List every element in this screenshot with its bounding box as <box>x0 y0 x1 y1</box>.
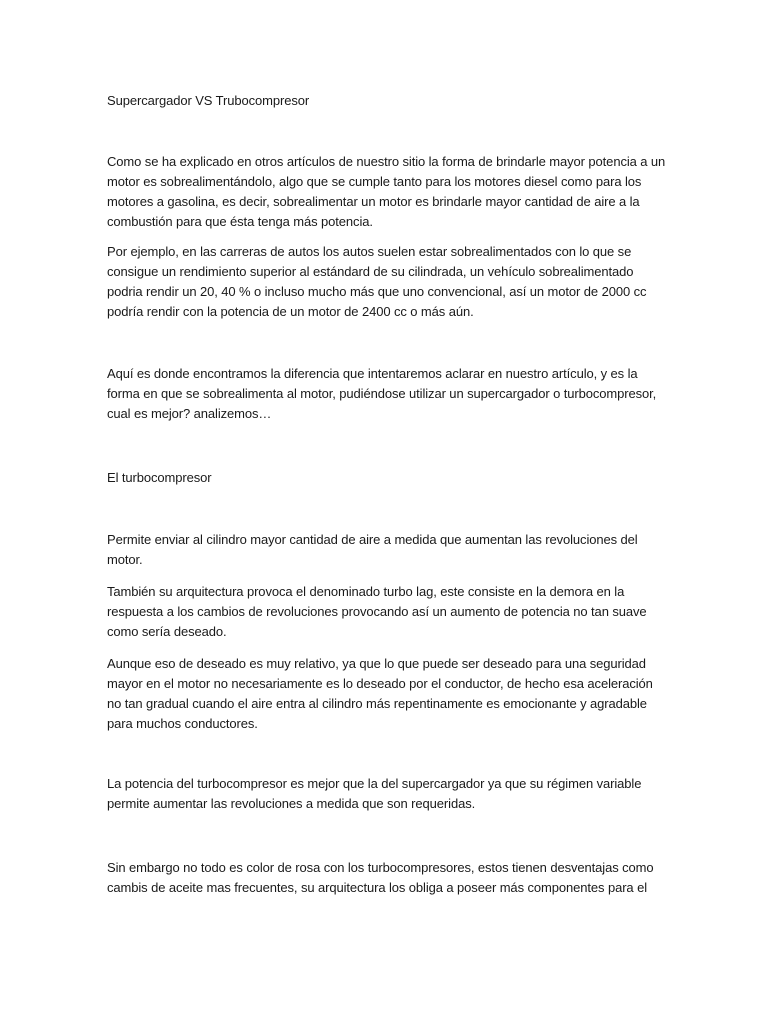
paragraph-intro: Como se ha explicado en otros artículos de nuestro sitio la forma de brindarle mayor potencia a un motor es sobrealimentándolo, algo que se cumple tanto para los motores diesel como para los motores a gasolina, es decir, sobrealimentar un motor es brindarle mayor cantidad de aire a la combustión para que ésta tenga más potencia. <box>107 154 666 229</box>
document-title: Supercargador VS Trubocompresor <box>107 93 310 108</box>
paragraph-difference: Aquí es donde encontramos la diferencia que intentaremos aclarar en nuestro artículo, y es la forma en que se sobrealimenta al motor, pudiéndose utilizar un supercargador o turbocompresor, cual es mejor? analizemos… <box>107 366 657 421</box>
paragraph-turbo-1: Permite enviar al cilindro mayor cantidad de aire a medida que aumentan las revoluciones del motor. <box>107 532 638 567</box>
paragraph-example: Por ejemplo, en las carreras de autos los autos suelen estar sobrealimentados con lo que se consigue un rendimiento superior al estándard de su cilindrada, un vehículo sobrealimentado podria rendir un 20, 40 % o incluso mucho más que uno convencional, así un motor de 2000 cc podría rendir con la potencia de un motor de 2400 cc o más aún. <box>107 244 647 319</box>
paragraph-turbo-4: La potencia del turbocompresor es mejor que la del supercargador ya que su régimen variable permite aumentar las revoluciones a medida que son requeridas. <box>107 776 642 811</box>
paragraph-turbo-2: También su arquitectura provoca el denominado turbo lag, este consiste en la demora en la respuesta a los cambios de revoluciones provocando así un aumento de potencia no tan suave como sería deseado. <box>107 584 647 639</box>
paragraph-turbo-5: Sin embargo no todo es color de rosa con los turbocompresores, estos tienen desventajas como cambis de aceite mas frecuentes, su arquitectura los obliga a poseer más componentes para el <box>107 860 654 895</box>
paragraph-turbo-3: Aunque eso de deseado es muy relativo, ya que lo que puede ser deseado para una seguridad mayor en el motor no necesariamente es lo deseado por el conductor, de hecho esa aceleración no tan gradual cuando el aire entra al cilindro más repentinamente es emocionante y agradable para muchos conductores. <box>107 656 653 731</box>
section-heading-turbocompresor: El turbocompresor <box>107 470 212 485</box>
